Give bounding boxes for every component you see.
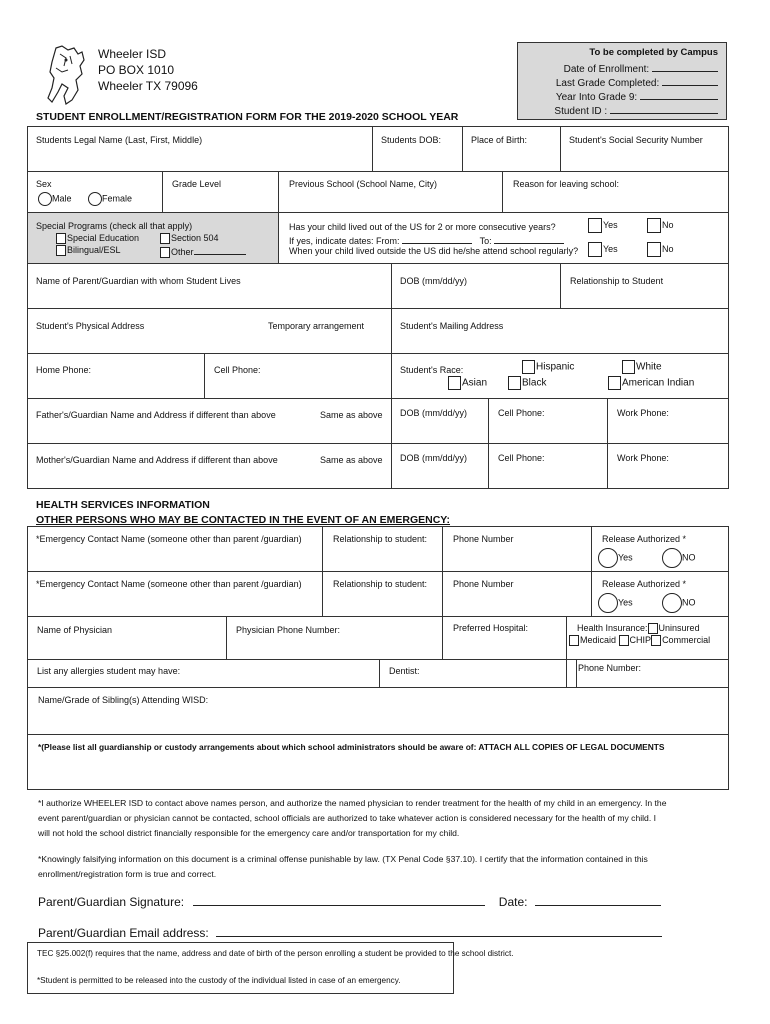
date-label: Date: xyxy=(498,895,528,909)
outside-us-question: Has your child lived out of the US for 2 or more consecutive years? xyxy=(289,222,556,232)
dentist-label: Dentist: xyxy=(389,666,420,676)
american-indian-label: American Indian xyxy=(622,377,695,389)
mother-cell-label: Cell Phone: xyxy=(498,453,545,463)
attend-yes-label: Yes xyxy=(603,243,618,254)
other-program-checkbox[interactable] xyxy=(160,247,170,258)
american-indian-checkbox[interactable] xyxy=(608,376,621,390)
mailing-address-field[interactable] xyxy=(391,308,729,354)
physical-address-field[interactable] xyxy=(27,308,392,354)
white-label: White xyxy=(636,361,662,373)
place-of-birth-label: Place of Birth: xyxy=(471,135,528,145)
emergency2-release-box xyxy=(591,571,729,617)
campus-box-title: To be completed by Campus xyxy=(589,47,718,58)
mother-work-label: Work Phone: xyxy=(617,453,669,463)
place-of-birth-field[interactable] xyxy=(462,126,561,172)
father-dob-field[interactable] xyxy=(391,398,489,444)
year-into-grade-label: Year Into Grade 9: xyxy=(555,92,638,103)
uninsured-checkbox[interactable] xyxy=(648,623,658,634)
physician-phone-field[interactable] xyxy=(226,616,443,660)
preferred-hospital-label: Preferred Hospital: xyxy=(453,623,529,633)
hispanic-label: Hispanic xyxy=(536,361,575,373)
ssn-field[interactable] xyxy=(560,126,729,172)
special-ed-checkbox[interactable] xyxy=(56,233,66,244)
emergency2-name-field[interactable] xyxy=(27,571,323,617)
campus-box xyxy=(517,42,727,120)
section-504-label: Section 504 xyxy=(171,233,219,243)
email-label: Parent/Guardian Email address: xyxy=(38,926,209,940)
cell-phone-label: Cell Phone: xyxy=(214,365,261,375)
signature-label: Parent/Guardian Signature: xyxy=(38,895,185,909)
reason-leaving-label: Reason for leaving school: xyxy=(513,179,620,189)
siblings-label: Name/Grade of Sibling(s) Attending WISD: xyxy=(38,695,209,705)
legal-name-field[interactable] xyxy=(27,126,373,172)
mother-dob-field[interactable] xyxy=(391,443,489,489)
last-grade-field[interactable] xyxy=(556,76,718,89)
mother-same-as-above: Same as above xyxy=(320,455,383,465)
outside-us-box xyxy=(278,212,729,264)
commercial-label: Commercial xyxy=(662,635,711,645)
father-label: Father's/Guardian Name and Address if different than above xyxy=(36,410,276,420)
guardian-dob-field[interactable] xyxy=(391,263,561,309)
sex-label: Sex xyxy=(36,179,52,189)
mother-cell-field[interactable] xyxy=(488,443,608,489)
outside-us-no-checkbox[interactable] xyxy=(647,218,661,233)
dates-from-field[interactable] xyxy=(402,234,472,244)
outside-us-yes-label: Yes xyxy=(603,219,618,230)
tec-notice: TEC §25.002(f) requires that the name, address and date of birth of the person enrolling a student be provided to the school district. xyxy=(37,949,514,958)
po-box: PO BOX 1010 xyxy=(98,63,175,77)
chip-checkbox[interactable] xyxy=(619,635,629,646)
hispanic-checkbox[interactable] xyxy=(522,360,535,374)
father-dob-label: DOB (mm/dd/yy) xyxy=(400,408,468,418)
white-checkbox[interactable] xyxy=(622,360,635,374)
home-phone-field[interactable] xyxy=(27,353,205,399)
temporary-arrangement-label: Temporary arrangement xyxy=(268,321,365,331)
ssn-label: Student's Social Security Number xyxy=(569,135,703,145)
emergency1-phone-label: Phone Number xyxy=(453,534,514,544)
insurance-label: Health Insurance: xyxy=(577,623,648,633)
guardian-name-field[interactable] xyxy=(27,263,392,309)
father-cell-label: Cell Phone: xyxy=(498,408,545,418)
mother-label: Mother's/Guardian Name and Address if different than above xyxy=(36,455,278,465)
emergency1-release-box xyxy=(591,526,729,572)
relationship-label: Relationship to Student xyxy=(570,276,664,286)
father-work-label: Work Phone: xyxy=(617,408,669,418)
emergency2-release-label: Release Authorized * xyxy=(602,579,687,589)
asian-label: Asian xyxy=(462,377,488,389)
bilingual-label: Bilingual/ESL xyxy=(67,245,121,255)
father-name-field[interactable] xyxy=(27,398,392,444)
bilingual-checkbox[interactable] xyxy=(56,245,66,256)
guardian-dob-label: DOB (mm/dd/yy) xyxy=(400,276,468,286)
year-into-grade-field[interactable] xyxy=(556,90,718,103)
emergency1-no-label: NO xyxy=(682,552,696,563)
emergency1-relationship-field[interactable] xyxy=(322,526,443,572)
attend-yes-checkbox[interactable] xyxy=(588,242,602,257)
female-label: Female xyxy=(102,193,133,204)
emergency2-name-label: *Emergency Contact Name (someone other than parent /guardian) xyxy=(36,579,302,589)
emergency2-phone-field[interactable] xyxy=(442,571,592,617)
mother-work-field[interactable] xyxy=(607,443,729,489)
previous-school-field[interactable] xyxy=(278,171,503,213)
preferred-hospital-field[interactable] xyxy=(442,616,567,660)
release-note: *Student is permitted to be released into the custody of the individual listed in case of an emergency. xyxy=(37,976,401,985)
emergency2-relationship-field[interactable] xyxy=(322,571,443,617)
race-label: Student's Race: xyxy=(400,365,464,375)
father-same-as-above: Same as above xyxy=(320,410,383,420)
emergency2-yes-radio[interactable] xyxy=(598,593,618,613)
other-program-label: Other xyxy=(171,247,194,257)
grade-level-label: Grade Level xyxy=(172,179,222,189)
chip-label: CHIP xyxy=(629,635,652,645)
cell-phone-field[interactable] xyxy=(204,353,392,399)
special-ed-label: Special Education xyxy=(67,233,140,243)
emergency1-phone-field[interactable] xyxy=(442,526,592,572)
falsify-line-2: enrollment/registration form is true and correct. xyxy=(38,869,217,879)
dentist-field[interactable] xyxy=(379,659,577,688)
emergency1-name-label: *Emergency Contact Name (someone other than parent /guardian) xyxy=(36,534,302,544)
emergency2-phone-label: Phone Number xyxy=(453,579,514,589)
father-work-field[interactable] xyxy=(607,398,729,444)
reason-leaving-field[interactable] xyxy=(502,171,729,213)
male-label: Male xyxy=(52,193,72,204)
dentist-phone-field[interactable] xyxy=(566,659,729,688)
guardian-name-label: Name of Parent/Guardian with whom Student Lives xyxy=(36,276,241,286)
emergency1-release-label: Release Authorized * xyxy=(602,534,687,544)
physician-name-label: Name of Physician xyxy=(37,625,113,635)
emergency1-no-radio[interactable] xyxy=(662,548,682,568)
medicaid-label: Medicaid xyxy=(580,635,617,645)
siblings-field[interactable] xyxy=(27,687,729,735)
form-title: STUDENT ENROLLMENT/REGISTRATION FORM FOR THE 2019-2020 SCHOOL YEAR xyxy=(36,111,459,123)
physician-phone-label: Physician Phone Number: xyxy=(236,625,341,635)
attend-no-checkbox[interactable] xyxy=(647,242,661,257)
medicaid-checkbox[interactable] xyxy=(569,635,579,646)
emergency1-name-field[interactable] xyxy=(27,526,323,572)
uninsured-label: Uninsured xyxy=(658,623,700,633)
outside-us-no-label: No xyxy=(662,219,674,230)
commercial-checkbox[interactable] xyxy=(651,635,661,646)
emergency1-relationship-label: Relationship to student: xyxy=(333,534,428,544)
student-id-field[interactable] xyxy=(554,104,718,117)
female-radio[interactable] xyxy=(88,192,102,206)
org-city: Wheeler TX 79096 xyxy=(98,79,198,93)
email-line[interactable] xyxy=(38,925,662,940)
signature-line[interactable] xyxy=(38,894,661,909)
emergency-title: OTHER PERSONS WHO MAY BE CONTACTED IN THE EVENT OF AN EMERGENCY: xyxy=(36,514,451,526)
allergies-field[interactable] xyxy=(27,659,380,688)
date-enrollment-label: Date of Enrollment: xyxy=(563,64,650,75)
falsify-line-1: *Knowingly falsifying information on this document is a criminal offense punishable by law. (TX Penal Code §37.10). I certify that the information contained in this xyxy=(38,854,648,864)
race-box xyxy=(391,353,729,399)
special-programs-box xyxy=(27,212,279,264)
grade-level-field[interactable] xyxy=(162,171,279,213)
dates-to-field[interactable] xyxy=(494,234,564,244)
legal-name-label: Students Legal Name (Last, First, Middle) xyxy=(36,135,203,145)
authorize-line-1: *I authorize WHEELER ISD to contact above names person, and authorize the named physician to render treatment for the health of my child in an emergency. In the xyxy=(38,798,667,808)
student-id-label: Student ID : xyxy=(554,106,608,117)
emergency2-relationship-label: Relationship to student: xyxy=(333,579,428,589)
dentist-phone-label: Phone Number: xyxy=(578,663,642,673)
black-checkbox[interactable] xyxy=(508,376,521,390)
emergency2-no-label: NO xyxy=(682,597,696,608)
tec-notice-box xyxy=(27,942,514,994)
physician-name-field[interactable] xyxy=(27,616,227,660)
attend-school-question: When your child lived outside the US did he/she attend school regularly? xyxy=(289,246,579,256)
org-name: Wheeler ISD xyxy=(98,47,167,61)
last-grade-label: Last Grade Completed: xyxy=(555,78,660,89)
mother-name-field[interactable] xyxy=(27,443,392,489)
custody-field[interactable] xyxy=(27,734,729,790)
asian-checkbox[interactable] xyxy=(448,376,461,390)
insurance-box xyxy=(566,616,729,660)
special-programs-title: Special Programs (check all that apply) xyxy=(36,221,193,231)
authorize-line-2: event parent/guardian or physician cannot be contacted, school officials are authorized to take whatever action is considered necessary for the health of my child. I xyxy=(38,813,656,823)
attend-no-label: No xyxy=(662,243,674,254)
dates-from-label: If yes, indicate dates: From: xyxy=(289,236,400,246)
black-label: Black xyxy=(522,377,547,389)
health-title: HEALTH SERVICES INFORMATION xyxy=(36,499,210,511)
allergies-label: List any allergies student may have: xyxy=(37,666,181,676)
emergency1-yes-label: Yes xyxy=(618,552,633,563)
emergency1-yes-radio[interactable] xyxy=(598,548,618,568)
mailing-address-label: Student's Mailing Address xyxy=(400,321,504,331)
date-enrollment-field[interactable] xyxy=(564,62,718,75)
home-phone-label: Home Phone: xyxy=(36,365,92,375)
physical-address-label: Student's Physical Address xyxy=(36,321,145,331)
previous-school-label: Previous School (School Name, City) xyxy=(289,179,438,189)
mustang-logo xyxy=(42,44,90,106)
male-radio[interactable] xyxy=(38,192,52,206)
mother-dob-label: DOB (mm/dd/yy) xyxy=(400,453,468,463)
dates-to-label: To: xyxy=(479,236,492,246)
emergency2-no-radio[interactable] xyxy=(662,593,682,613)
student-dob-label: Students DOB: xyxy=(381,135,442,145)
authorize-line-3: will not hold the school district financially responsible for the emergency care and/or transportation for my child. xyxy=(38,828,460,838)
outside-us-yes-checkbox[interactable] xyxy=(588,218,602,233)
sex-field xyxy=(27,171,163,213)
relationship-field[interactable] xyxy=(560,263,729,309)
student-dob-field[interactable] xyxy=(372,126,463,172)
father-cell-field[interactable] xyxy=(488,398,608,444)
custody-label: *(Please list all guardianship or custody arrangements about which school administrators should be aware of: ATTACH ALL COPIES OF LEGAL DOCUMENTS xyxy=(38,742,665,752)
emergency2-yes-label: Yes xyxy=(618,597,633,608)
section-504-checkbox[interactable] xyxy=(160,233,170,244)
